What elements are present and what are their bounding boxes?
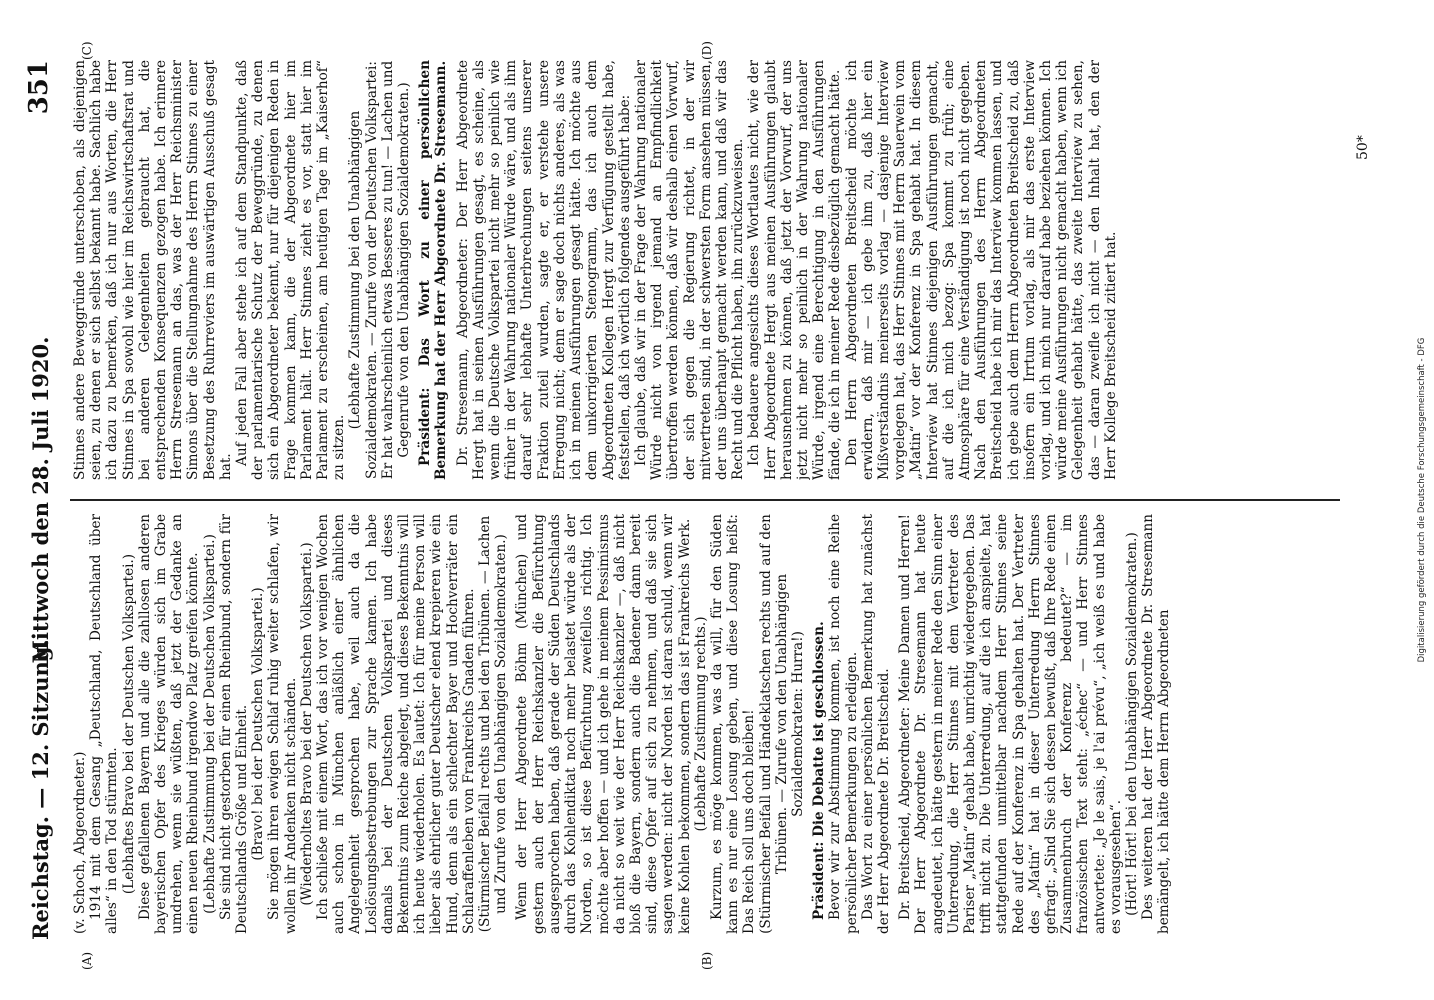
paragraph: Das Wort zu einer persönlichen Bemerkung hat zunächst der Herr Abgeordnete Dr. Breitscheid. bbox=[859, 514, 892, 934]
column-divider bbox=[70, 500, 1340, 502]
header-page-number: 351 bbox=[24, 60, 54, 115]
interjection: (Lebhafte Zustimmung rechts.) bbox=[692, 616, 709, 832]
paragraph: Auf jeden Fall aber stehe ich auf dem Standpunkte, daß der parlamentarische Schutz der Beweggründe, zu denen sich ein Abgeordneter bekennt, nur für diejenigen Reden in Frage kommen kann, die der Abgeordnete hier im Parlament hält. Herr Stinnes zieht es vor, statt hier im Parlament zu erscheinen, am heutigen Tage im „Kaiserhof“ zu sitzen. bbox=[234, 60, 348, 480]
paragraph: Ich schließe mit einem Wort, das ich vor wenigen Wochen auch schon in München anläßlich einer ähnlichen Angelegenheit gesprochen habe, weil auch da die Loslösungsbestrebungen zur Sprache kamen. Ich habe damals bei der Deutschen Volkspartei und dieses Bekenntnis zum Reiche abgelegt, und dieses Bekenntnis will ich heute wiederholen. Es lautet: Ich für meine Person will lieber als ehrlicher guter Deutscher elend krepieren wie ein Hund, denn als ein schlechter Bayer und Hochverräter ein Schlaraffenleben von Frankreichs Gnaden führen. bbox=[315, 514, 477, 934]
left-column bbox=[72, 514, 1352, 934]
interjection: (Hört! Hört! bei den Unabhängigen Sozialdemokraten.) bbox=[1124, 532, 1140, 916]
margin-label-c: (C) bbox=[80, 41, 94, 60]
right-column bbox=[72, 60, 1342, 480]
paragraph: Des weiteren hat der Herr Abgeordnete Dr. Stresemann bemängelt, ich hätte dem Herrn Abgeordneten bbox=[1140, 514, 1173, 934]
interjection: (Stürmischer Beifall und Händeklatschen rechts und auf den Tribünen. — Zurufe von den Unabhängigen Sozialdemokraten: Hurra!) bbox=[757, 514, 806, 934]
paragraph: Bevor wir zur Abstimmung kommen, ist noch eine Reihe persönlicher Bemerkungen zu erledigen. bbox=[827, 514, 860, 934]
dfg-side-note bbox=[1416, 8, 1428, 992]
paragraph: Kurzum, es möge kommen, was da will, für den Süden kann es nur eine Losung geben, und diese Losung heißt: Das Reich soll uns doch bleiben! bbox=[708, 514, 758, 934]
paragraph: Stinnes andere Beweggründe unterschoben, als diejenigen seien, zu denen er sich selbst bekannt habe. Sachlich habe ich dazu zu bemerken, daß ich nur aus Worten, die Herr Stinnes in Spa sowohl wie hier im Reichswirtschaftsrat und bei anderen Gelegenheiten gebraucht hat, die entsprechenden Konsequenzen gezogen habe. Ich erinnere Herrn Stresemann an das, was der Herr Reichsminister Simons über die Stellungnahme des Herrn Stinnes zu einer Besetzung des Ruhrreviers im auswärtigen Ausschuß gesagt hat. bbox=[72, 60, 234, 480]
paragraph: Ich bedauere angesichts dieses Wortlautes nicht, wie der Herr Abgeordnete Hergt aus meinen Ausführungen glaubt herausnehmen zu können, daß jetzt der Vorwurf, der uns jetzt nicht mehr so peinlich in der Wahrung nationaler Würde, irgend eine Berechtigung in den Ausführungen fände, die ich in meiner Rede diesbezüglich gemacht hätte. bbox=[746, 60, 844, 480]
margin-label-d: (D) bbox=[700, 41, 714, 60]
paragraph: Wenn der Herr Abgeordnete Böhm (München) und gestern auch der Herr Reichskanzler die Befürchtung ausgesprochen haben, daß gerade der Süden Deutschlands durch das Kohlendiktat noch mehr belastet würde als der Norden, so ist diese Befürchtung zweifellos richtig. Ich möchte aber hoffen — und ich gehe in meinem Pessimismus da nicht so weit wie der Herr Reichskanzler —, daß nicht bloß die Bayern, sondern auch die Badener dann bereit sind, diese Opfer auf sich zu nehmen, und daß sie sich sagen werden: nicht der Norden ist daran schuld, wenn wir keine Kohlen bekommen, sondern das ist Frankreichs Werk. bbox=[514, 514, 693, 934]
interjection: (Stürmischer Beifall rechts und bei den Tribünen. — Lachen und Zurufe von den Unabhängigen Sozialdemokraten.) bbox=[477, 515, 510, 933]
header-date: Mittwoch den 28. Juli 1920. bbox=[28, 336, 53, 664]
paragraph: Dr. Stresemann, Abgeordneter: Der Herr Abgeordnete Hergt hat in seinen Ausführungen gesagt, es scheine, als wenn die Deutsche Volkspartei nicht mehr so peinlich wie früher in der Wahrung nationaler Würde wäre, und als ihm darauf sehr lebhafte Unterbrechungen seitens unserer Fraktion zuteil wurden, sagte er, er verstehe unsere Erregung nicht; denn er sage doch nichts anderes, als was ich in meinen Ausführungen gesagt hätte. Ich möchte aus dem unkorrigierten Stenogramm, das ich auch dem Abgeordneten Kollegen Hergt zur Verfügung gestellt habe, feststellen, daß ich wörtlich folgendes ausgeführt habe: bbox=[454, 60, 633, 480]
paragraph: Sie mögen ihren ewigen Schlaf ruhig weiter schlafen, wir wollen ihr Andenken nicht schänden. bbox=[266, 514, 299, 934]
interjection: (Lebhaftes Bravo bei der Deutschen Volkspartei.) bbox=[120, 553, 137, 895]
paragraph: Diese gefallenen Bayern und alle die zahllosen anderen bayerischen Opfer des Krieges würden sich im Grabe umdrehen, wenn sie wüßten, daß jetzt der Gedanke an einen neuen Rheinbund irgendwo Platz greifen könnte. bbox=[136, 514, 202, 934]
header-session: Reichstag. — 12. Sitzung. bbox=[28, 639, 53, 940]
footer-page-code: 50* bbox=[1355, 135, 1371, 160]
paragraph: Dr. Breitscheid, Abgeordneter: Meine Damen und Herren! Der Herr Abgeordnete Dr. Stresemann hat heute angedeutet, ich hätte gestern in meiner Rede den Sinn einer Unterredung, die Herr Stinnes mit dem Vertreter des Pariser „Matin“ gehabt habe, unrichtig wiedergegeben. Das trifft nicht zu. Die Unterredung, auf die ich anspielte, hat stattgefunden unmittelbar nachdem Herr Stinnes seine Rede auf der Konferenz in Spa gehalten hat. Der Vertreter des „Matin“ hat in dieser Unterredung Herrn Stinnes gefragt: „Sind Sie sich dessen bewußt, daß Ihre Rede einen Zusammenbruch der Konferenz bedeutet?“ — im französischen Text steht: „échec“ — und Herr Stinnes antwortete: „Je le sais, je l'ai prévu“, „ich weiß es und habe es vorausgesehen“. bbox=[897, 514, 1124, 934]
interjection: (Bravo! bei der Deutschen Volkspartei.) bbox=[250, 587, 267, 861]
interjection: (Lebhafte Zustimmung bei den Unabhängigen Sozialdemokraten. — Zurufe von der Deutschen Volkspartei: Er hat wahrscheinlich etwas Besseres zu tun! — Lachen und Gegenrufe von den Unabhängigen Sozialdemokraten.) bbox=[347, 60, 413, 480]
interjection: (Wiederholtes Bravo bei der Deutschen Volkspartei.) bbox=[298, 542, 315, 906]
president-statement: Präsident: Das Wort zu einer persönlichen Bemerkung hat der Herr Abgeordnete Dr. Stresemann. bbox=[417, 60, 450, 480]
quotation: Ich glaube, daß wir in der Frage der Wahrung nationaler Würde nicht von irgend jemand an Empfindlichkeit übertroffen werden können, daß wir deshalb einen Vorwurf, der sich gegen die Regierung richtet, in der wir mitvertreten sind, in der schwersten Form ansehen müssen, der uns überhaupt gemacht werden kann, und daß wir das Recht und die Pflicht haben, ihn zurückzuweisen. bbox=[632, 60, 747, 480]
dfg-side-note-text: Digitalisierung gefördert durch die Deutsche Forschungsgemeinschaft - DFG bbox=[1417, 337, 1427, 663]
president-statement: Präsident: Die Debatte ist geschlossen. bbox=[811, 621, 828, 920]
interjection: (Lebhafte Zustimmung bei der Deutschen Volkspartei.) bbox=[201, 534, 218, 914]
margin-label-a: (A) bbox=[80, 951, 94, 970]
page-header bbox=[22, 60, 66, 940]
paragraph: Sie sind nicht gestorben für einen Rheinbund, sondern für Deutschlands Größe und Einheit. bbox=[217, 514, 251, 934]
paragraph: 1914 mit dem Gesang „Deutschland, Deutschland über alles“ in den Tod stürmten. bbox=[88, 514, 121, 934]
margin-label-b: (B) bbox=[700, 951, 714, 970]
speaker-head: (v. Schoch, Abgeordneter.) bbox=[72, 751, 88, 934]
paragraph: Den Herrn Abgeordneten Breitscheid möchte ich erwidern, daß mir — ich gebe ihm zu, daß hier ein Mißverständnis meinerseits vorlag — dasjenige Interview vorgelegen hat, das Herr Stinnes mit Herrn Sauerwein vom „Matin“ vor der Konferenz in Spa gehabt hat. In diesem Interview hat Stinnes diejenigen Ausführungen gemacht, auf die ich mich bezog: Spa kommt zu früh; eine Atmosphäre für eine Verständigung ist noch nicht gegeben. Nach den Ausführungen des Herrn Abgeordneten Breitscheid habe ich mir das Interview kommen lassen, und ich gebe auch dem Herrn Abgeordneten Breitscheid zu, daß insofern ein Irrtum vorlag, als mir das erste Interview vorlag, und ich mich nur darauf habe beziehen können. Ich würde meine Ausführungen nicht gemacht haben, wenn ich Gelegenheit gehabt hätte, das zweite Interview zu sehen, das — daran zweifle ich nicht — den Inhalt hat, den der Herr Kollege Breitscheid zitiert hat. bbox=[843, 60, 1119, 480]
